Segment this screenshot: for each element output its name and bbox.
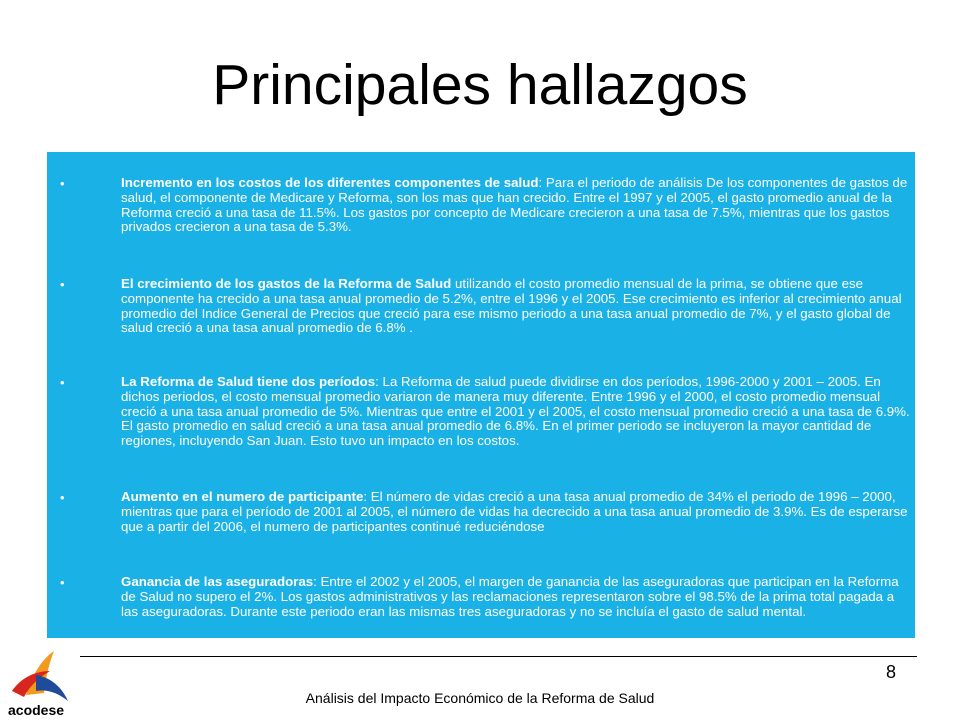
finding-heading: Incremento en los costos de los diferentes componentes de salud	[121, 175, 539, 190]
bullet-marker: •	[60, 375, 65, 390]
finding-body: : Entre el 2002 y el 2005, el margen de ganancia de las aseguradoras que participan en la Reforma de Salud no supero el 2%. Los gastos administrativos y las reclamaciones representaron sobre el 98.5% de la prima total pagada a las aseguradoras. Durante este periodo eran las mismas tres aseguradoras y no se incluía el gasto de salud mental.	[121, 574, 899, 619]
bullet-marker: •	[60, 277, 65, 292]
finding-item	[121, 490, 911, 534]
finding-body: : Para el periodo de análisis De los componentes de gastos de salud, el componente de Medicare y Reforma, son los mas que han crecido. Entre el 1997 y el 2005, el gasto promedio anual de la Reforma creció a una tasa de 11.5%. Los gastos por concepto de Medicare crecieron a una tasa de 7.5%, mientras que los gastos privados crecieron a una tasa de 5.3%.	[121, 175, 908, 235]
finding-item	[121, 575, 911, 619]
finding-item	[121, 176, 911, 235]
bullet-marker: •	[60, 176, 65, 191]
logo-blue-swoosh	[36, 675, 68, 701]
finding-heading: El crecimiento de los gastos de la Reforma de Salud	[121, 276, 452, 291]
finding-heading: Aumento en el numero de participante	[121, 489, 364, 504]
logo-wordmark: acodese	[8, 702, 65, 718]
bullet-marker: •	[60, 575, 65, 590]
finding-body: : El número de vidas creció a una tasa anual promedio de 34% el periodo de 1996 – 2000, mientras que para el período de 2001 al 2005, el número de vidas ha decrecido a una tasa anual promedio de 3.9%. Es de esperarse que a partir del 2006, el numero de participantes continué reduciéndose	[121, 489, 908, 534]
finding-body: : La Reforma de salud puede dividirse en dos períodos, 1996-2000 y 2001 – 2005. En dichos periodos, el costo mensual promedio variaron de manera muy diferente. Entre 1996 y el 2000, el costo promedio mensual creció a una tasa anual promedio de 5%. Mientras que entre el 2001 y el 2005, el costo mensual promedio creció a una tasa de 6.9%. El gasto promedio en salud creció a una tasa anual promedio de 6.8%. En el primer periodo se incluyeron la mayor cantidad de regiones, incluyendo San Juan. Esto tuvo un impacto en los costos.	[121, 374, 910, 449]
footer-caption: Análisis del Impacto Económico de la Reforma de Salud	[305, 690, 655, 706]
finding-heading: Ganancia de las aseguradoras	[121, 574, 314, 589]
page-number: 8	[886, 662, 897, 682]
footer-divider	[80, 656, 917, 657]
bullet-marker: •	[60, 490, 65, 505]
slide-title: Principales hallazgos	[212, 53, 748, 117]
finding-heading: La Reforma de Salud tiene dos períodos	[121, 374, 376, 389]
finding-item	[121, 375, 911, 449]
finding-body: utilizando el costo promedio mensual de la prima, se obtiene que ese componente ha crecido a una tasa anual promedio de 5.2%, entre el 1996 y el 2005. Ese crecimiento es inferior al crecimiento anual promedio del Indice General de Precios que creció para ese mismo periodo a una tasa anual promedio de 7%, y el gasto global de salud creció a una tasa anual promedio de 6.8% .	[121, 276, 902, 336]
finding-item	[121, 277, 911, 336]
